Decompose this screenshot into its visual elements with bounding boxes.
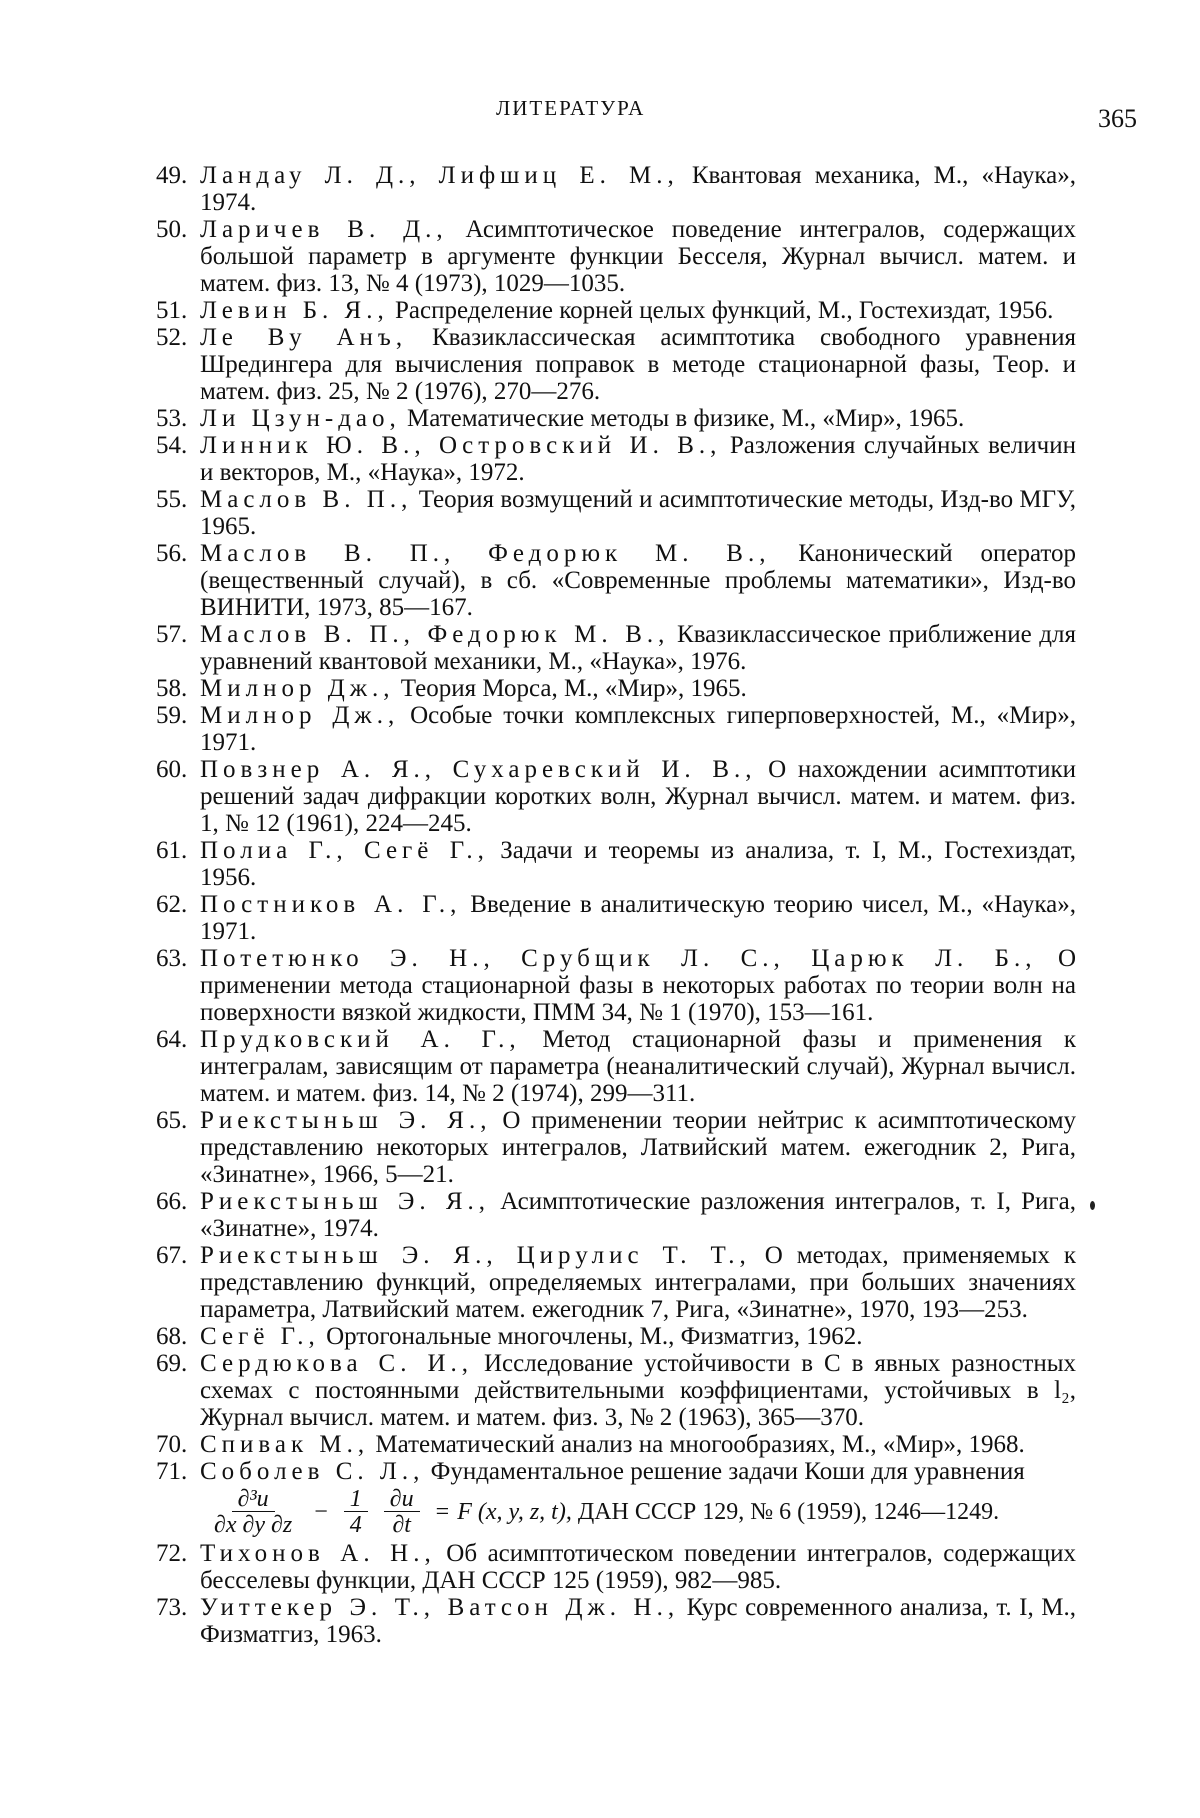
reference-text: Асимптотические разложения интегралов, т. I, Рига, «Зинатне», 1974.: [200, 1188, 1076, 1242]
reference-text: Асимптотическое поведение интегралов, содержащих большой параметр в аргументе функции Бесселя, Журнал вычисл. матем. и матем. физ. 13, № 4 (1973), 1029—1035.: [200, 216, 1076, 297]
reference-text: О нахождении асимптотики решений задач дифракции коротких волн, Журнал вычисл. матем. и матем. физ. 1, № 12 (1961), 224—245.: [200, 756, 1077, 837]
reference-item: [156, 540, 1077, 621]
reference-number: 52.: [156, 324, 188, 351]
reference-authors: Маслов В. П., Федорюк М. В.,: [200, 621, 670, 648]
reference-item: [156, 216, 1076, 297]
reference-item: [156, 945, 1076, 1026]
reference-text: Квантовая механика, М., «Наука», 1974.: [200, 162, 1077, 216]
reference-number: 66.: [156, 1188, 188, 1215]
reference-item: [156, 1431, 1076, 1458]
minus-sign: −: [314, 1499, 328, 1525]
reference-item: [156, 405, 1076, 432]
reference-authors: Ли Цзун-дао,: [200, 405, 401, 432]
reference-text: Математические методы в физике, М., «Мир», 1965.: [407, 405, 965, 432]
reference-number: 61.: [156, 837, 188, 864]
reference-text: Разложения случайных величин и векторов, М., «Наука», 1972.: [200, 432, 1077, 486]
reference-number: 51.: [156, 297, 188, 324]
reference-text: Квазиклассическая асимптотика свободного уравнения Шредингера для вычисления поправок в методе стационарной фазы, Теор. и матем. физ. 25, № 2 (1976), 270—276.: [200, 324, 1076, 405]
reference-authors: Ландау Л. Д., Лифшиц Е. М.,: [200, 162, 679, 189]
reference-item: [156, 891, 1077, 945]
reference-text: Фундаментальное решение задачи Коши для уравнения: [430, 1458, 1025, 1485]
fraction: [344, 1487, 368, 1538]
reference-item: [156, 1107, 1077, 1188]
reference-item: [156, 1242, 1077, 1323]
reference-number: 68.: [156, 1323, 188, 1350]
reference-authors: Прудковский А. Г.,: [200, 1026, 521, 1053]
reference-authors: Потетюнко Э. Н., Срубщик Л. С., Царюк Л. Б.,: [200, 945, 1037, 972]
reference-text: О применении метода стационарной фазы в некоторых работах по теории волн на поверхности вязкой жидкости, ПММ 34, № 1 (1970), 153—161.: [200, 945, 1076, 1026]
reference-item: [156, 297, 1076, 324]
reference-item: [156, 621, 1076, 675]
reference-text: Теория Морса, М., «Мир», 1965.: [400, 675, 747, 702]
reference-text: Распределение корней целых функций, М., Гостехиздат, 1956.: [394, 297, 1054, 324]
reference-authors: Полиа Г., Сегё Г.,: [200, 837, 489, 864]
reference-list: [156, 162, 1077, 1648]
equals-sign: =: [435, 1499, 450, 1525]
reference-number: 70.: [156, 1431, 188, 1458]
reference-text: Метод стационарной фазы и применения к интегралам, зависящим от параметра (неаналитический случай), Журнал вычисл. матем. и матем. физ. 14, № 2 (1974), 299—311.: [200, 1026, 1076, 1107]
reference-authors: Маслов В. П.,: [200, 486, 413, 513]
reference-authors: Милнор Дж.,: [200, 702, 400, 729]
margin-mark: [1090, 1201, 1095, 1210]
fraction-numerator: 1: [344, 1487, 368, 1512]
reference-authors: Левин Б. Я.,: [200, 297, 389, 324]
reference-text: Введение в аналитическую теорию чисел, М., «Наука», 1971.: [200, 891, 1077, 945]
reference-item: [156, 1323, 1076, 1350]
reference-text: Канонический оператор (вещественный случай), в сб. «Современные проблемы математики», Изд-во ВИНИТИ, 1973, 85—167.: [200, 540, 1077, 621]
reference-authors: Милнор Дж.,: [200, 675, 395, 702]
reference-number: 69.: [156, 1350, 188, 1377]
reference-number: 57.: [156, 621, 188, 648]
reference-authors: Риекстыньш Э. Я.,: [200, 1188, 491, 1215]
reference-authors: Ларичев В. Д.,: [200, 216, 448, 243]
reference-item: [156, 1188, 1076, 1242]
reference-text: Исследование устойчивости в C в явных разностных схемах с постоянными действительными коэффициентами, устойчивых в l₂, Журнал вычисл. матем. и матем. физ. 3, № 2 (1963), 365—370.: [200, 1350, 1076, 1431]
reference-authors: Повзнер А. Я., Сухаревский И. В.,: [200, 756, 757, 783]
reference-authors: Линник Ю. В., Островский И. В.,: [200, 432, 722, 459]
reference-item: [156, 432, 1077, 486]
fraction-numerator: ∂³u: [232, 1487, 275, 1512]
reference-number: 72.: [156, 1540, 188, 1567]
reference-authors: Соболев С. Л.,: [200, 1458, 425, 1485]
reference-number: 54.: [156, 432, 188, 459]
equation-rhs: F (x, y, z, t),: [457, 1499, 572, 1525]
reference-number: 59.: [156, 702, 188, 729]
fraction-denominator: 4: [349, 1512, 362, 1538]
reference-text: Теория возмущений и асимптотические методы, Изд-во МГУ, 1965.: [200, 486, 1076, 540]
reference-authors: Тихонов А. Н.,: [200, 1540, 436, 1567]
reference-authors: Постников А. Г.,: [200, 891, 462, 918]
reference-number: 49.: [156, 162, 188, 189]
reference-number: 55.: [156, 486, 188, 513]
reference-number: 65.: [156, 1107, 188, 1134]
reference-item: [156, 1350, 1076, 1431]
reference-text: Математический анализ на многообразиях, М., «Мир», 1968.: [375, 1431, 1025, 1458]
reference-item: [156, 324, 1076, 405]
reference-number: 58.: [156, 675, 188, 702]
reference-authors: Риекстыньш Э. Я., Цирулис Т. Т.,: [200, 1242, 751, 1269]
reference-item: [156, 756, 1077, 837]
reference-text: Квазиклассическое приближение для уравнений квантовой механики, М., «Наука», 1976.: [200, 621, 1076, 675]
reference-number: 50.: [156, 216, 188, 243]
reference-number: 63.: [156, 945, 188, 972]
reference-text: О применении теории нейтрис к асимптотическому представлению некоторых интегралов, Латвийский матем. ежегодник 2, Рига, «Зинатне», 1966, 5—21.: [200, 1107, 1077, 1188]
reference-number: 60.: [156, 756, 188, 783]
reference-item: [156, 1458, 1076, 1538]
reference-authors: Сегё Г.,: [200, 1323, 320, 1350]
reference-number: 71.: [156, 1458, 188, 1485]
fraction: [384, 1487, 420, 1538]
reference-item: [156, 1594, 1076, 1648]
reference-item: [156, 675, 1076, 702]
reference-text: ДАН СССР 129, № 6 (1959), 1246—1249.: [577, 1499, 1000, 1525]
equation: [200, 1487, 1076, 1538]
running-title: ЛИТЕРАТУРА: [496, 96, 646, 120]
reference-number: 56.: [156, 540, 188, 567]
reference-number: 62.: [156, 891, 188, 918]
fraction-denominator: ∂t: [392, 1512, 411, 1538]
page-header: [0, 96, 1200, 136]
reference-number: 73.: [156, 1594, 188, 1621]
reference-text: Ортогональные многочлены, М., Физматгиз, 1962.: [326, 1323, 863, 1350]
fraction: [208, 1487, 298, 1538]
reference-text: О методах, применяемых к представлению функций, определяемых интегралами, при больших значениях параметра, Латвийский матем. ежегодник 7, Рига, «Зинатне», 1970, 193—253.: [200, 1242, 1077, 1323]
reference-authors: Маслов В. П., Федорюк М. В.,: [200, 540, 771, 567]
fraction-numerator: ∂u: [384, 1487, 420, 1512]
page-number: 365: [1098, 104, 1137, 133]
reference-text: Курс современного анализа, т. I, М., Физматгиз, 1963.: [200, 1594, 1076, 1648]
reference-item: [156, 486, 1076, 540]
reference-text: Об асимптотическом поведении интегралов, содержащих бесселевы функции, ДАН СССР 125 (1959), 982—985.: [200, 1540, 1076, 1594]
reference-authors: Риекстыньш Э. Я.,: [200, 1107, 492, 1134]
reference-authors: Ле Ву Анъ,: [200, 324, 408, 351]
reference-item: [156, 162, 1077, 216]
reference-authors: Спивак М.,: [200, 1431, 370, 1458]
reference-item: [156, 1026, 1076, 1107]
fraction-denominator: ∂x ∂y ∂z: [214, 1512, 293, 1538]
reference-authors: Уиттекер Э. Т., Ватсон Дж. Н.,: [200, 1594, 680, 1621]
reference-item: [156, 837, 1077, 891]
reference-item: [156, 1540, 1076, 1594]
reference-item: [156, 702, 1076, 756]
reference-number: 67.: [156, 1242, 188, 1269]
reference-number: 64.: [156, 1026, 188, 1053]
reference-number: 53.: [156, 405, 188, 432]
reference-text: Задачи и теоремы из анализа, т. I, М., Гостехиздат, 1956.: [200, 837, 1077, 891]
reference-authors: Сердюкова С. И.,: [200, 1350, 473, 1377]
reference-text: Особые точки комплексных гиперповерхностей, М., «Мир», 1971.: [200, 702, 1076, 756]
